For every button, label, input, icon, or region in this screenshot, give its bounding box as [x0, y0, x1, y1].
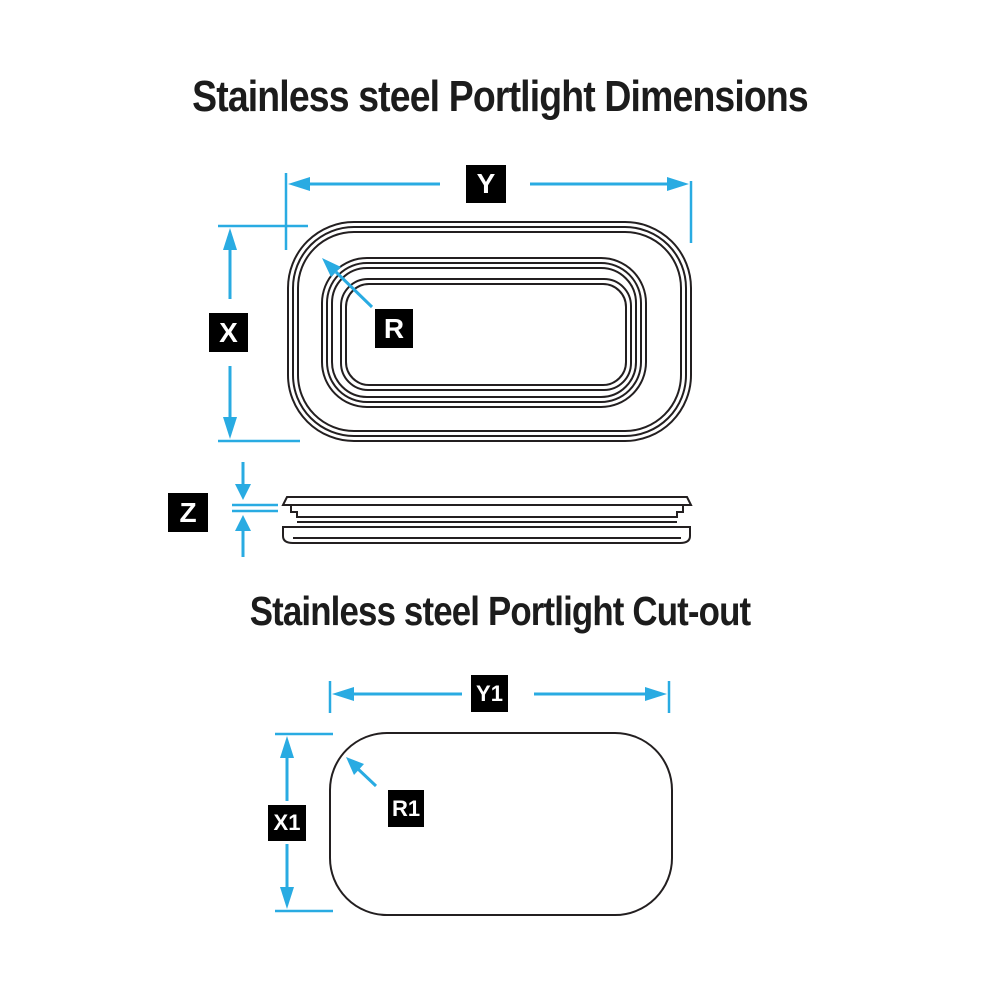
radius-leader-r1: [346, 757, 376, 786]
dimension-z: [232, 462, 278, 557]
dimension-label-y1: Y1: [471, 675, 508, 712]
dimension-label-z: Z: [168, 493, 208, 532]
dimension-label-r1: R1: [388, 790, 424, 827]
dimension-label-r: R: [375, 309, 413, 348]
dimension-label-y: Y: [466, 165, 506, 203]
side-profile-view: [283, 497, 691, 543]
cutout-view: [330, 733, 672, 915]
title-portlight-cutout: Stainless steel Portlight Cut-out: [249, 588, 751, 634]
title-portlight-dimensions: Stainless steel Portlight Dimensions: [192, 72, 808, 121]
dimension-label-x1: X1: [268, 805, 306, 841]
dimension-label-x: X: [209, 313, 248, 352]
